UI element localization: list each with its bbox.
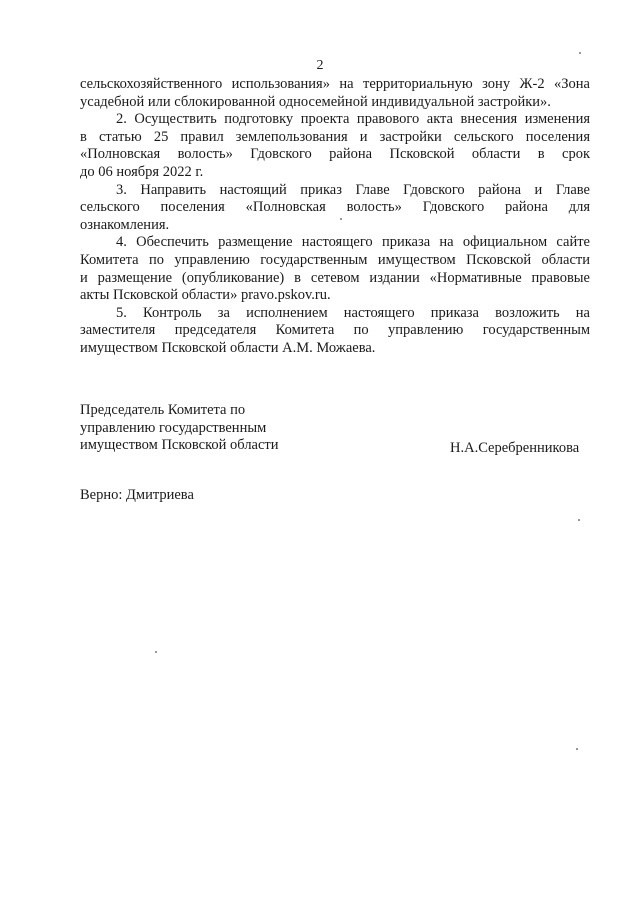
scan-speck bbox=[578, 519, 580, 521]
text-line: 2. Осуществить подготовку проекта правового акта внесения изменения bbox=[116, 111, 590, 128]
paragraph-1 bbox=[80, 76, 590, 111]
signature-position-line: управлению государственным bbox=[80, 419, 267, 436]
text-line: до 06 ноября 2022 г. bbox=[80, 163, 204, 180]
paragraph-3 bbox=[80, 182, 590, 235]
signature-position bbox=[80, 402, 279, 455]
paragraph-2 bbox=[80, 111, 590, 181]
text-line: акты Псковской области» pravo.pskov.ru. bbox=[80, 287, 331, 304]
paragraph-5 bbox=[80, 305, 590, 358]
signatory-name: Н.А.Серебренникова bbox=[450, 440, 580, 456]
text-line: и размещение (опубликование) в сетевом издании «Нормативные правовые bbox=[80, 269, 590, 286]
text-line: 5. Контроль за исполнением настоящего приказа возложить на bbox=[116, 304, 590, 321]
body-text bbox=[80, 76, 590, 358]
text-line: сельского поселения «Полновская волость» Гдовского района для bbox=[80, 199, 590, 216]
text-line: ознакомления. bbox=[80, 216, 170, 233]
scan-speck bbox=[579, 52, 581, 54]
paragraph-4 bbox=[80, 234, 590, 304]
page-number: 2 bbox=[316, 58, 324, 73]
verno-line: Верно: Дмитриева bbox=[80, 487, 194, 503]
text-line: 3. Направить настоящий приказ Главе Гдовского района и Главе bbox=[116, 181, 590, 198]
signature-position-line: имуществом Псковской области bbox=[80, 437, 279, 454]
text-line: «Полновская волость» Гдовского района Псковской области в срок bbox=[80, 146, 590, 163]
text-line: Комитета по управлению государственным имуществом Псковской области bbox=[80, 251, 590, 268]
text-line: усадебной или сблокированной односемейной индивидуальной застройки». bbox=[80, 93, 551, 110]
scan-speck bbox=[340, 218, 342, 220]
text-line: имуществом Псковской области А.М. Можаева. bbox=[80, 339, 376, 356]
text-line: 4. Обеспечить размещение настоящего приказа на официальном сайте bbox=[116, 234, 590, 251]
scan-speck bbox=[576, 748, 578, 750]
text-line: сельскохозяйственного использования» на территориальную зону Ж-2 «Зона bbox=[80, 76, 590, 92]
scan-speck bbox=[155, 651, 157, 653]
text-line: в статью 25 правил землепользования и застройки сельского поселения bbox=[80, 128, 590, 145]
text-line: заместителя председателя Комитета по управлению государственным bbox=[80, 322, 590, 339]
signature-position-line: Председатель Комитета по bbox=[80, 402, 246, 418]
